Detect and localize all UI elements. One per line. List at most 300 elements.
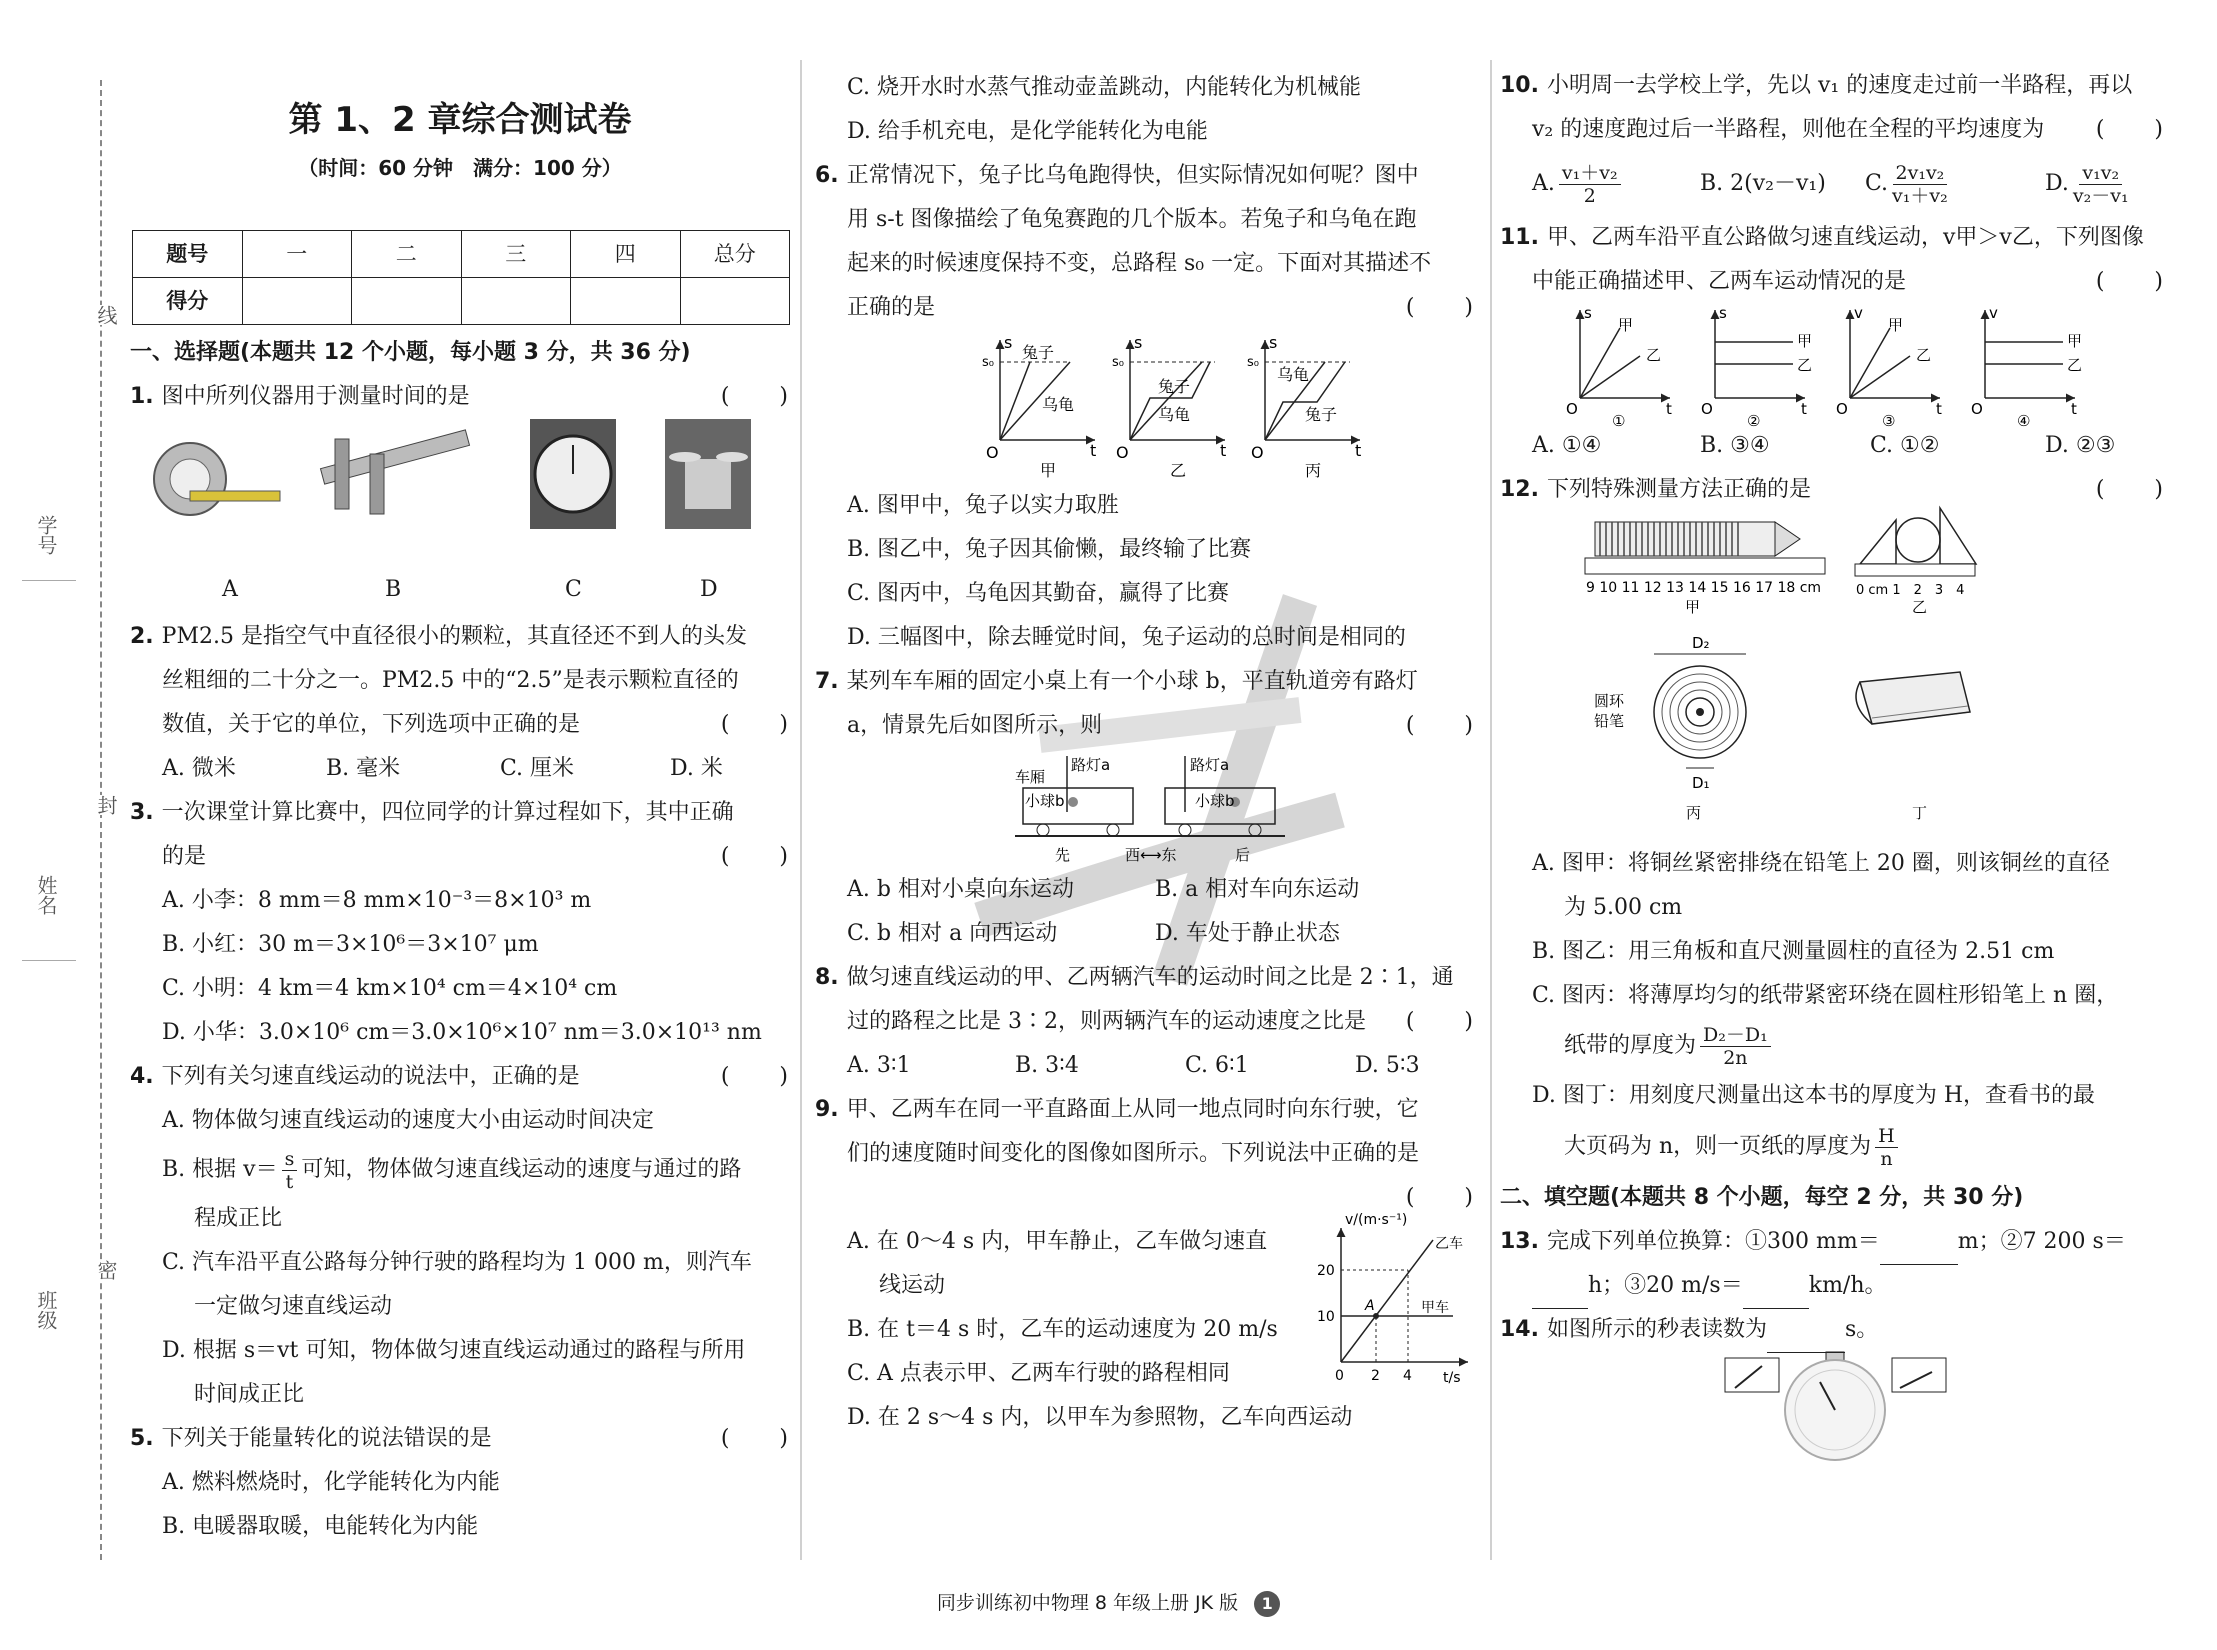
curve-label-turtle: 乌龟 [1277, 365, 1310, 384]
figure-ding-book [1856, 672, 1970, 822]
question-9 [815, 1088, 1475, 1132]
score-cell: 一 [242, 231, 352, 278]
axis-label: t [1801, 400, 1807, 418]
answer-blank[interactable] [1767, 1308, 1845, 1353]
vernier-caliper-image [320, 430, 469, 514]
question-text: 下列关于能量转化的说法错误的是 [161, 1426, 492, 1451]
dimension-label: D₁ [1692, 774, 1710, 792]
axis-label-s: s [1269, 333, 1278, 352]
question-12 [1500, 468, 2165, 512]
question-number: 13. [1500, 1229, 1539, 1254]
stopwatch-image [530, 419, 616, 529]
denominator: v₂－v₁ [2072, 184, 2129, 207]
axis-label: t [1666, 400, 1672, 418]
q9-body [815, 1212, 1475, 1440]
option[interactable]: D. 根据 s＝vt 可知，物体做匀速直线运动通过的路程与所用 [162, 1338, 746, 1363]
line-label: 乙 [1797, 356, 1813, 374]
question-text: 甲、乙两车沿平直公路做匀速直线运动，v甲＞v乙，下列图像 [1546, 225, 2144, 250]
numerator: D₂－D₁ [1700, 1024, 1771, 1047]
option[interactable]: D. 在 2 s～4 s 内，以甲车为参照物，乙车向西运动 [847, 1405, 1353, 1430]
question-number: 1. [130, 384, 154, 409]
denominator: n [1880, 1147, 1893, 1170]
option[interactable]: C. 图丙中，乌龟因其勤奋，赢得了比赛 [847, 581, 1230, 606]
graph-caption: ① [1612, 412, 1626, 430]
option[interactable]: B. 毫米 [326, 756, 401, 781]
axis-label-s: s [1134, 333, 1143, 352]
denominator: 2n [1723, 1046, 1748, 1069]
tick-label: 4 [1403, 1368, 1412, 1384]
label-ball: 小球b [1025, 792, 1065, 810]
figure-caption: 丙 [1686, 804, 1702, 822]
score-input-cell[interactable] [571, 278, 681, 325]
denominator: 2 [1583, 184, 1596, 207]
column-3 [1500, 64, 2165, 1452]
axis-label: s [1719, 304, 1727, 322]
question-text: 一次课堂计算比赛中，四位同学的计算过程如下，其中正确 [161, 800, 734, 825]
answer-bracket[interactable]: ( ) [720, 1426, 790, 1451]
option[interactable]: A. b 相对小桌向东运动 [847, 877, 1074, 902]
option-letter: C. [1865, 171, 1889, 196]
question-number: 4. [130, 1064, 154, 1089]
option[interactable]: A. 物体做匀速直线运动的速度大小由运动时间决定 [162, 1108, 654, 1133]
answer-bracket[interactable]: ( ) [1405, 1185, 1475, 1210]
option-text: 大页码为 n，则一页纸的厚度为 [1564, 1134, 1872, 1159]
option-text-line [1500, 1018, 2165, 1074]
option[interactable]: D. 图丁：用刻度尺测量出这本书的厚度为 H，查看书的最 [1532, 1083, 2096, 1108]
option-letter: A. [1532, 171, 1555, 196]
question-number: 8. [815, 965, 839, 990]
q10-options [1500, 152, 2165, 216]
answer-blank[interactable] [1743, 1264, 1809, 1309]
score-cell: 总分 [680, 231, 790, 278]
footer [0, 1588, 2217, 1617]
score-cell: 得分 [133, 278, 243, 325]
axis-label: s [1584, 304, 1592, 322]
score-input-cell[interactable] [680, 278, 790, 325]
graph-caption: 甲 [1040, 461, 1057, 480]
section-heading: 一、选择题(本题共 12 个小题，每小题 3 分，共 36 分) [130, 340, 691, 365]
q11-options [1500, 424, 2165, 468]
graph-3 [1836, 304, 1942, 430]
option[interactable]: B. 在 t＝4 s 时，乙车的运动速度为 20 m/s [847, 1317, 1278, 1342]
figure-caption: 甲 [1685, 598, 1701, 616]
question-6 [815, 154, 1475, 198]
ruler-scale: 0 cm 1 2 3 4 [1856, 583, 1965, 598]
option[interactable]: D. 小华：3.0×10⁶ cm＝3.0×10⁶×10⁷ nm＝3.0×10¹³ nm [162, 1020, 762, 1045]
footer-text: 同步训练初中物理 8 年级上册 JK 版 [936, 1592, 1239, 1614]
score-table-score-row [133, 278, 790, 325]
answer-bracket[interactable]: ( ) [720, 384, 790, 409]
question-11 [1500, 216, 2165, 260]
label-pencil: 铅笔 [1594, 712, 1625, 730]
option[interactable]: D. 5∶3 [1355, 1053, 1420, 1078]
score-table [132, 230, 790, 325]
option[interactable]: A. 燃料燃烧时，化学能转化为内能 [162, 1470, 500, 1495]
question-text: m；②7 200 s＝ [1957, 1229, 2126, 1254]
axis-label-s0: s₀ [982, 355, 994, 370]
option[interactable]: C. 汽车沿平直公路每分钟行驶的路程均为 1 000 m，则汽车 [162, 1250, 752, 1275]
curve-label-turtle: 乌龟 [1158, 405, 1191, 424]
point-label-A: A [1365, 1298, 1375, 1314]
option[interactable]: C. A 点表示甲、乙两车行驶的路程相同 [847, 1361, 1230, 1386]
graph-2 [1701, 304, 1812, 430]
axis-label: v [1989, 304, 1998, 322]
option[interactable]: A. 3∶1 [847, 1053, 911, 1078]
question-text-line [130, 835, 790, 879]
numerator: 2v₁v₂ [1893, 162, 1948, 185]
answer-bracket[interactable]: ( ) [1405, 713, 1475, 738]
answer-blank[interactable] [1880, 1220, 1958, 1265]
question-text-line [1500, 260, 2165, 304]
question-text: km/h。 [1808, 1273, 1887, 1298]
line-label: 乙 [2067, 356, 2083, 374]
origin-label: O [1566, 400, 1578, 418]
option[interactable]: B. 图乙：用三角板和直尺测量圆柱的直径为 2.51 cm [1532, 939, 2055, 964]
option[interactable]: B. 图乙中，兔子因其偷懒，最终输了比赛 [847, 537, 1252, 562]
line-label: 甲 [1797, 332, 1813, 350]
st-graph-bing [1247, 333, 1361, 480]
st-graph-jia [982, 333, 1096, 480]
option-letter: D. [2045, 171, 2069, 196]
score-cell: 二 [352, 231, 462, 278]
q8-options [815, 1044, 1475, 1088]
origin-label: O [1836, 400, 1848, 418]
figure-yi-cylinder-triangles [1855, 508, 1976, 616]
question-number: 2. [130, 624, 154, 649]
answer-blank[interactable] [1532, 1264, 1588, 1309]
question-text: 完成下列单位换算：①300 mm＝ [1546, 1229, 1880, 1254]
section-heading: 二、填空题(本题共 8 个小题，每空 2 分，共 30 分) [1500, 1185, 2024, 1210]
answer-bracket[interactable]: ( ) [720, 1064, 790, 1089]
question-13 [1500, 1220, 2165, 1264]
label-lamp: 路灯a [1190, 756, 1230, 774]
tick-label: 20 [1317, 1263, 1335, 1279]
question-text: 正常情况下，兔子比乌龟跑得快，但实际情况如何呢？图中 [846, 163, 1419, 188]
axis-label-t: t [1090, 441, 1097, 460]
question-text: 甲、乙两车在同一平直路面上从同一地点同时向东行驶，它 [846, 1097, 1419, 1122]
label-direction: 西⟷东 [1125, 846, 1177, 864]
question-text: 起来的时候速度保持不变，总路程 s₀ 一定。下面对其描述不 [847, 251, 1432, 276]
option-text: 程成正比 [194, 1206, 283, 1231]
axis-label-t: t/s [1443, 1370, 1461, 1386]
question-text: 过的路程之比是 3∶2，则两辆汽车的运动速度之比是 [847, 1009, 1366, 1034]
question-number: 5. [130, 1426, 154, 1451]
option-text: B. 根据 v＝ [162, 1157, 278, 1182]
numerator: s [282, 1148, 298, 1171]
column-2 [815, 66, 1475, 1440]
label-car: 车厢 [1015, 768, 1046, 786]
question-text: 们的速度随时间变化的图像如图所示。下列说法中正确的是 [847, 1141, 1420, 1166]
question-number: 3. [130, 800, 154, 825]
answer-bracket[interactable]: ( ) [1405, 1009, 1475, 1034]
option-label: B [385, 577, 402, 602]
label-ring: 圆环 [1594, 692, 1625, 710]
question-text-line [1500, 108, 2165, 152]
figure-bing-paper-roll [1594, 634, 1746, 822]
question-text-line [130, 703, 790, 747]
answer-bracket[interactable]: ( ) [2095, 117, 2165, 142]
option[interactable]: C. b 相对 a 向西运动 [847, 921, 1058, 946]
binding-field-line [22, 960, 76, 961]
question-text: 正确的是 [847, 295, 936, 320]
q7-train-figure [815, 748, 1475, 868]
question-text: 中能正确描述甲、乙两车运动情况的是 [1532, 269, 1907, 294]
binding-label-xian: 线 [92, 305, 121, 325]
score-cell: 三 [461, 231, 571, 278]
question-text: 丝粗细的二十分之一。PM2.5 中的“2.5”是表示颗粒直径的 [162, 668, 739, 693]
question-text: s。 [1845, 1317, 1879, 1342]
q2-options [130, 747, 790, 791]
tape-measure-image [154, 443, 280, 515]
fraction [2073, 162, 2129, 207]
graph-4 [1971, 304, 2082, 430]
question-14 [1500, 1308, 2165, 1352]
fraction [1700, 1024, 1771, 1069]
question-text: 用 s-t 图像描绘了龟兔赛跑的几个版本。若兔子和乌龟在跑 [847, 207, 1417, 232]
column-divider [800, 60, 802, 1560]
axis-label-v: v/(m·s⁻¹) [1345, 1212, 1408, 1228]
option-label: D [700, 577, 718, 602]
option[interactable]: B. ③④ [1700, 433, 1770, 458]
binding-label-name: 姓名 [34, 875, 58, 915]
option[interactable]: C. 烧开水时水蒸气推动壶盖跳动，内能转化为机械能 [847, 75, 1362, 100]
score-input-cell[interactable] [352, 278, 462, 325]
option-text: 线运动 [879, 1273, 946, 1298]
q7-options-row [815, 912, 1475, 956]
balance-scale-image [665, 419, 751, 529]
option-label: A [222, 577, 238, 602]
q12-figures [1500, 512, 2160, 842]
label-lamp: 路灯a [1071, 756, 1111, 774]
axis-label-t: t [1355, 441, 1362, 460]
option[interactable]: B. a 相对车向东运动 [1155, 877, 1360, 902]
option[interactable]: B. 电暖器取暖，电能转化为内能 [162, 1514, 479, 1539]
question-number: 9. [815, 1097, 839, 1122]
denominator: t [285, 1170, 294, 1193]
question-text-line [815, 1000, 1475, 1044]
option-label: C [565, 577, 582, 602]
binding-field-line [22, 580, 76, 581]
question-text: 做匀速直线运动的甲、乙两辆汽车的运动时间之比是 2∶1，通 [846, 965, 1454, 990]
question-text: 小明周一去学校上学，先以 v₁ 的速度走过前一半路程，再以 [1546, 73, 2133, 98]
binding-dashed-line [100, 80, 102, 1560]
option-text: 一定做匀速直线运动 [194, 1294, 393, 1319]
option[interactable]: A. 微米 [162, 756, 236, 781]
graph-caption: 乙 [1170, 461, 1187, 480]
line-label: 乙 [1916, 346, 1932, 364]
option-text: 为 5.00 cm [1564, 895, 1683, 920]
line-label: 甲 [1618, 316, 1634, 334]
binding-label-feng: 封 [92, 795, 121, 815]
question-10 [1500, 64, 2165, 108]
curve-label-turtle: 乌龟 [1042, 395, 1075, 414]
dimension-label: D₂ [1692, 634, 1710, 652]
origin-label: O [1251, 443, 1264, 462]
fraction [1559, 162, 1621, 207]
option[interactable]: A. 图甲：将铜丝紧密排绕在铅笔上 20 圈，则该铜丝的直径 [1532, 851, 2110, 876]
option[interactable]: C. ①② [1870, 433, 1940, 458]
option[interactable]: D. 米 [670, 756, 723, 781]
graph-1 [1566, 304, 1672, 430]
option[interactable] [2045, 152, 2133, 216]
question-number: 10. [1500, 73, 1539, 98]
option[interactable]: B. 2(v₂－v₁) [1700, 171, 1826, 196]
curve-label-rabbit: 兔子 [1158, 377, 1191, 396]
binding-label-student-id: 学号 [34, 515, 58, 555]
question-number: 12. [1500, 477, 1539, 502]
question-text: a，情景先后如图所示，则 [847, 713, 1103, 738]
question-text: 数值，关于它的单位，下列选项中正确的是 [162, 712, 581, 737]
question-2 [130, 615, 790, 659]
option[interactable] [1532, 152, 1625, 216]
origin-label: O [1971, 400, 1983, 418]
option[interactable]: B. 小红：30 m＝3×10⁶＝3×10⁷ μm [162, 932, 539, 957]
curve-label-rabbit: 兔子 [1022, 343, 1055, 362]
binding-label-class: 班级 [34, 1290, 58, 1330]
ruler-scale: 9 10 11 12 13 14 15 16 17 18 cm [1586, 580, 1822, 596]
option[interactable]: D. ②③ [2045, 433, 2116, 458]
option[interactable]: A. 图甲中，兔子以实力取胜 [847, 493, 1119, 518]
option[interactable]: D. 三幅图中，除去睡觉时间，兔子运动的总时间是相同的 [847, 625, 1406, 650]
answer-bracket[interactable]: ( ) [720, 712, 790, 737]
question-7 [815, 660, 1475, 704]
question-8 [815, 956, 1475, 1000]
question-3 [130, 791, 790, 835]
question-text: 某列车车厢的固定小桌上有一个小球 b，平直轨道旁有路灯 [846, 669, 1418, 694]
score-cell: 题号 [133, 231, 243, 278]
question-number: 11. [1500, 225, 1539, 250]
binding-label-mi: 密 [92, 1260, 121, 1280]
fraction [282, 1148, 298, 1193]
score-table-header-row [133, 231, 790, 278]
option[interactable]: C. 6∶1 [1185, 1053, 1249, 1078]
question-4 [130, 1055, 790, 1099]
tick-label: 10 [1317, 1309, 1335, 1325]
tick-label: 2 [1371, 1368, 1380, 1384]
question-1 [130, 375, 790, 419]
question-text: 如图所示的秒表读数为 [1546, 1317, 1767, 1342]
q14-stopwatch-figure [1500, 1352, 2160, 1452]
figure-caption: 乙 [1912, 598, 1928, 616]
question-text: h；③20 m/s＝ [1588, 1273, 1743, 1298]
column-1 [130, 60, 790, 1549]
graph-caption: ③ [1882, 412, 1896, 430]
question-text-line [815, 704, 1475, 748]
numerator: H [1875, 1125, 1898, 1148]
q6-st-graphs [815, 330, 1475, 480]
question-13-line2 [1500, 1264, 2165, 1308]
question-number: 6. [815, 163, 839, 188]
series-label-yi: 乙车 [1435, 1236, 1463, 1252]
answer-bracket[interactable]: ( ) [2095, 477, 2165, 502]
q7-options-row [815, 868, 1475, 912]
st-graph-yi [1112, 333, 1226, 480]
option[interactable]: C. 小明：4 km＝4 km×10⁴ cm＝4×10⁴ cm [162, 976, 618, 1001]
axis-label: t [1936, 400, 1942, 418]
line-label: 乙 [1646, 346, 1662, 364]
fraction [1892, 162, 1948, 207]
page-number-badge: 1 [1254, 1591, 1280, 1617]
page-subtitle: （时间：60 分钟 满分：100 分） [298, 156, 622, 180]
option-text: 时间成正比 [194, 1382, 305, 1407]
q11-graphs [1500, 304, 2160, 430]
question-text: 的是 [162, 844, 207, 869]
question-text: PM2.5 是指空气中直径很小的颗粒，其直径还不到人的头发 [161, 624, 747, 649]
score-input-cell[interactable] [242, 278, 352, 325]
option[interactable]: C. 厘米 [500, 756, 575, 781]
axis-label-s0: s₀ [1112, 355, 1124, 370]
numerator: v₁＋v₂ [1559, 162, 1621, 185]
option[interactable]: D. 给手机充电，是化学能转化为电能 [847, 119, 1208, 144]
question-text: 下列有关匀速直线运动的说法中，正确的是 [161, 1064, 580, 1089]
option[interactable]: D. 车处于静止状态 [1155, 921, 1340, 946]
origin-label: O [1701, 400, 1713, 418]
graph-caption: 丙 [1305, 461, 1322, 480]
axis-label: v [1854, 304, 1863, 322]
answer-bracket[interactable]: ( ) [1405, 295, 1475, 320]
option-text-line [1500, 1118, 2165, 1176]
question-text: v₂ 的速度跑过后一半路程，则他在全程的平均速度为 [1532, 117, 2045, 142]
question-text: 下列特殊测量方法正确的是 [1546, 477, 1811, 502]
graph-caption: ② [1747, 412, 1761, 430]
column-divider [1490, 60, 1492, 1560]
question-text-line [815, 286, 1475, 330]
axis-label-s0: s₀ [1247, 355, 1259, 370]
origin-label: O [1116, 443, 1129, 462]
origin-label: O [986, 443, 999, 462]
question-5 [130, 1417, 790, 1461]
score-input-cell[interactable] [461, 278, 571, 325]
option[interactable]: A. ①④ [1532, 433, 1602, 458]
axis-label-s: s [1004, 333, 1013, 352]
label-ball: 小球b [1195, 792, 1235, 810]
answer-bracket[interactable]: ( ) [2095, 269, 2165, 294]
denominator: v₁＋v₂ [1892, 184, 1948, 207]
score-cell: 四 [571, 231, 681, 278]
axis-label: t [2071, 400, 2077, 418]
question-number: 14. [1500, 1317, 1539, 1342]
curve-label-rabbit: 兔子 [1305, 405, 1338, 424]
tick-label: 0 [1335, 1368, 1344, 1384]
q9-vt-graph [1303, 1212, 1478, 1390]
option[interactable]: A. 小李：8 mm＝8 mm×10⁻³＝8×10³ m [162, 888, 592, 913]
option[interactable]: A. 在 0～4 s 内，甲车静止，乙车做匀速直 [847, 1229, 1268, 1254]
numerator: v₁v₂ [2079, 162, 2122, 185]
series-label-jia: 甲车 [1421, 1300, 1449, 1316]
option-text: 可知，物体做匀速直线运动的速度与通过的路 [301, 1157, 742, 1182]
option[interactable] [130, 1143, 790, 1197]
page-title: 第 1、2 章综合测试卷 [288, 100, 632, 140]
line-label: 甲 [1888, 316, 1904, 334]
label-after: 后 [1235, 846, 1251, 864]
answer-bracket[interactable]: ( ) [720, 844, 790, 869]
graph-caption: ④ [2017, 412, 2031, 430]
option[interactable]: B. 3∶4 [1015, 1053, 1079, 1078]
option[interactable] [1865, 152, 1952, 216]
line-label: 甲 [2067, 332, 2083, 350]
option-text: 纸带的厚度为 [1564, 1033, 1697, 1058]
q1-instruments-figure [130, 419, 770, 559]
figure-jia-coil-on-pencil [1585, 522, 1825, 616]
option[interactable]: C. 图丙：将薄厚均匀的纸带紧密环绕在圆柱形铅笔上 n 圈， [1532, 983, 2119, 1008]
figure-caption: 丁 [1912, 804, 1928, 822]
label-before: 先 [1055, 846, 1071, 864]
question-text: 图中所列仪器用于测量时间的是 [161, 384, 470, 409]
fraction [1875, 1125, 1898, 1170]
axis-label-t: t [1220, 441, 1227, 460]
question-number: 7. [815, 669, 839, 694]
q1-option-labels [130, 575, 790, 615]
